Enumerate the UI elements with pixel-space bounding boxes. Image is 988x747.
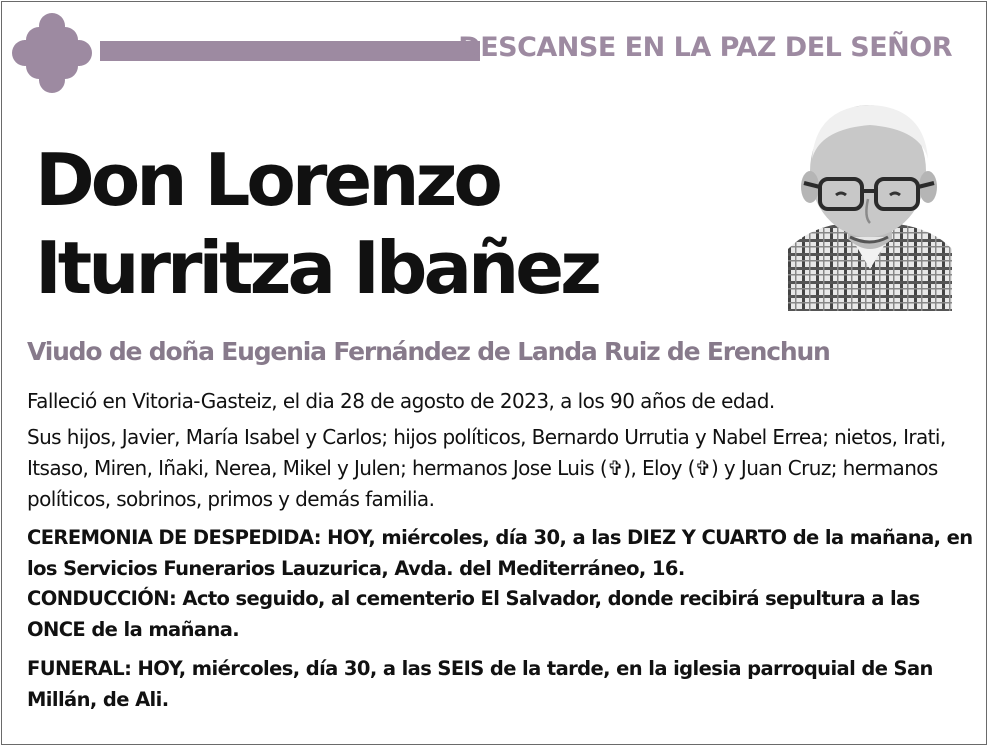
death-statement: Falleció en Vitoria-Gasteiz, el dia 28 de agosto de 2023, a los 90 años de edad. (27, 389, 775, 413)
ceremony-details: CEREMONIA DE DESPEDIDA: HOY, miércoles, día 30, a las DIEZ Y CUARTO de la mañana, en los Servicios Funerarios Lauzurica, Avda. del Mediterráneo, 16. (27, 526, 973, 580)
family-list: Sus hijos, Javier, María Isabel y Carlos; hijos políticos, Bernardo Urrutia y Nabel Errea; nietos, Irati, Itsaso, Miren, Iñaki, Nerea, Mikel y Julen; hermanos Jose Luis (✞), Eloy (✞) y Juan Cruz; hermanos políticos, sobrinos, primos y demás familia. (27, 425, 946, 511)
funeral-details: FUNERAL: HOY, miércoles, día 30, a las SEIS de la tarde, en la iglesia parroquial de San Millán, de Ali. (27, 657, 933, 711)
portrait-illustration (788, 99, 952, 311)
announcement-body (27, 386, 977, 715)
obituary-notice (1, 1, 987, 745)
lauburu-icon (10, 11, 94, 95)
header-title: DESCANSE EN LA PAZ DEL SEÑOR (458, 32, 952, 63)
deceased-name (35, 136, 755, 312)
widow-line: Viudo de doña Eugenia Fernández de Landa Ruiz de Erenchun (27, 337, 830, 366)
portrait-photo (788, 99, 952, 311)
header-band (100, 41, 480, 61)
header (2, 2, 986, 94)
conduction-details: CONDUCCIÓN: Acto seguido, al cementerio El Salvador, donde recibirá sepultura a las ONCE de la mañana. (27, 587, 920, 641)
deceased-name-line-2: Iturritza Ibañez (35, 226, 599, 310)
deceased-name-line-1: Don Lorenzo (35, 138, 499, 222)
